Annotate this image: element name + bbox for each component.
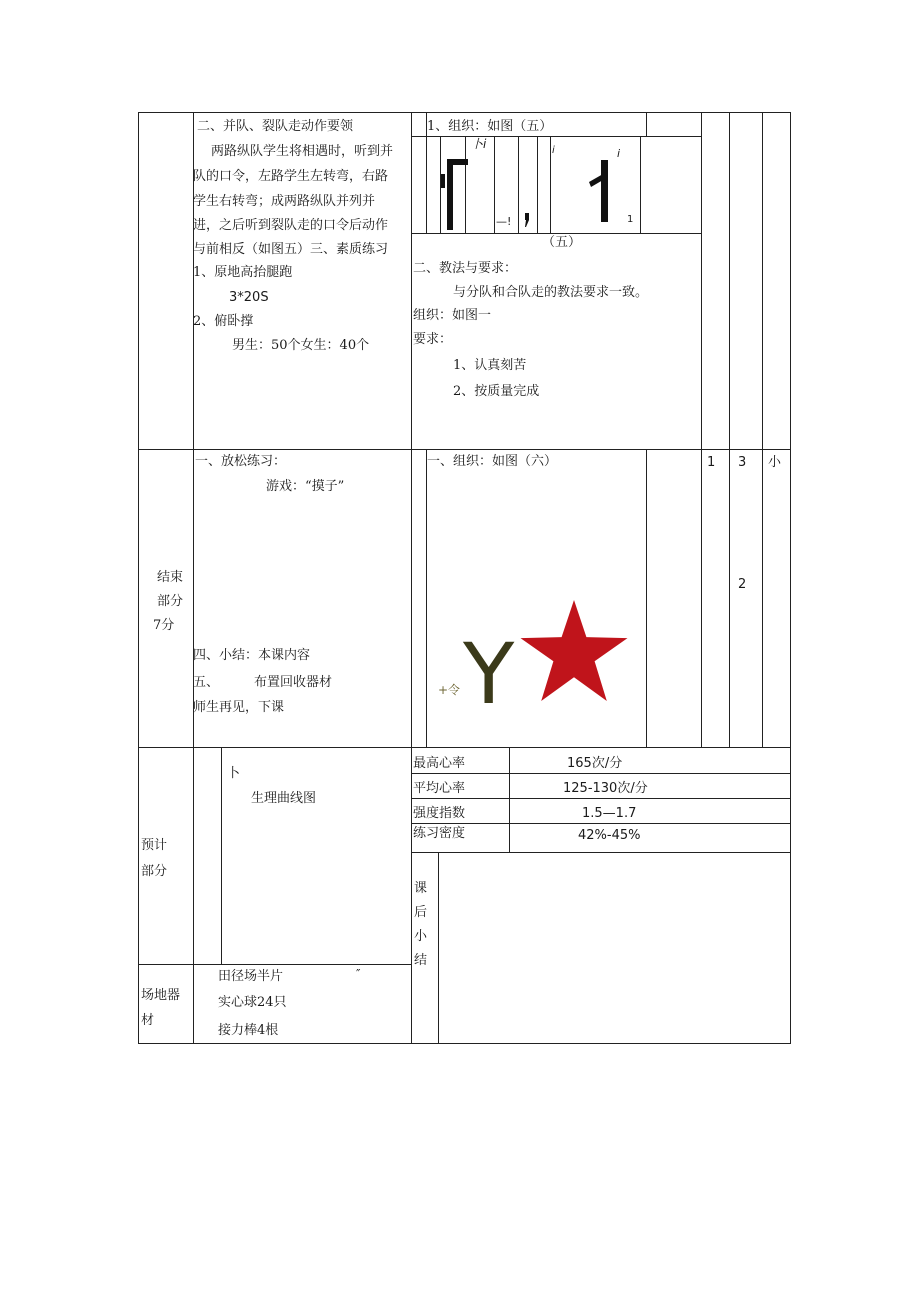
- grid-line: [438, 852, 439, 1044]
- after-class-label: 小: [414, 929, 428, 944]
- curve-label: 生理曲线图: [251, 791, 317, 806]
- after-class-label: 课: [414, 881, 428, 896]
- grid-line: [138, 747, 791, 748]
- grid-line: [411, 112, 412, 1044]
- fig-mark: —!: [496, 215, 512, 228]
- section-label: 材: [141, 1013, 155, 1028]
- metric-value: 165次/分: [567, 756, 623, 771]
- grid-line: [550, 136, 551, 233]
- grid-line: [138, 1043, 791, 1044]
- relax-heading: 一、放松练习：: [195, 454, 287, 469]
- grid-line: [509, 747, 510, 853]
- fig-mark: i: [552, 145, 555, 156]
- fig-caption: （五）: [542, 235, 582, 250]
- col-value: 3: [738, 455, 747, 470]
- formation-slash-icon: [589, 160, 611, 222]
- grid-line: [537, 136, 538, 233]
- grid-line: [790, 112, 791, 1044]
- march-line: 学生右转弯；成两路纵队并列并: [193, 194, 376, 209]
- march-heading: 二、并队、裂队走动作要领: [197, 119, 354, 134]
- exercise-reps: 3*20S: [229, 290, 269, 305]
- col-value: 1: [707, 455, 716, 470]
- grid-line: [138, 112, 139, 1044]
- game-name: 游戏：“摸子”: [266, 479, 345, 494]
- org-line: 组织：如图一: [413, 308, 492, 323]
- grid-line: [138, 449, 791, 450]
- grid-line: [412, 136, 702, 137]
- grid-line: [646, 449, 647, 747]
- formation-bracket-icon: [447, 159, 469, 230]
- fig-mark: i: [617, 147, 621, 160]
- venue-item: 接力棒4根: [218, 1023, 279, 1038]
- march-line: 进，之后听到裂队走的口令后动作: [193, 218, 389, 233]
- grid-line: [729, 112, 730, 747]
- metric-value: 1.5—1.7: [582, 806, 637, 821]
- col-value: 2: [738, 577, 747, 592]
- venue-mark: ″: [356, 967, 361, 981]
- method-heading: 二、教法与要求：: [413, 261, 518, 276]
- formation-y-icon: Y: [463, 625, 515, 723]
- requirement-item: 2、按质量完成: [453, 384, 540, 399]
- exercise-reps: 男生：50个女生：40个: [232, 338, 370, 353]
- section-label: 结束: [157, 570, 184, 585]
- summary-text: 四、小结：本课内容: [193, 648, 311, 663]
- method-text: 与分队和合队走的教法要求一致。: [453, 285, 649, 300]
- metric-label: 强度指数: [413, 806, 466, 821]
- march-line: 两路纵队学生将相遇时，听到并: [211, 144, 394, 159]
- formation-comma-icon: [524, 213, 530, 227]
- grid-line: [701, 112, 702, 747]
- grid-line: [221, 747, 222, 964]
- requirement-label: 要求：: [413, 332, 453, 347]
- org-heading: 1、组织：如图（五）: [427, 119, 553, 134]
- grid-line: [138, 964, 412, 965]
- col-value: 小: [768, 455, 782, 470]
- metric-label: 最高心率: [413, 756, 466, 771]
- exercise-item: 2、俯卧撑: [193, 314, 254, 329]
- metric-label: 平均心率: [413, 781, 466, 796]
- section-label: 部分: [141, 864, 168, 879]
- section-label: 场地器: [141, 988, 181, 1003]
- march-line: 队的口令，左路学生左转弯，右路: [193, 169, 389, 184]
- grid-line: [640, 136, 641, 233]
- section-label: 部分: [157, 594, 184, 609]
- exercise-item: 1、原地高抬腿跑: [193, 265, 293, 280]
- metric-value: 42%-45%: [578, 828, 641, 843]
- star-icon: [520, 600, 628, 702]
- farewell-text: 师生再见，下课: [193, 700, 285, 715]
- section-label: 7分: [153, 618, 175, 633]
- grid-line: [412, 798, 791, 799]
- equipment-return-text: 布置回收器材: [254, 675, 333, 690]
- formation-dash-icon: [441, 174, 445, 188]
- section-label: 预计: [141, 838, 168, 853]
- grid-line: [494, 136, 495, 233]
- org-heading: 一、组织：如图（六）: [427, 454, 558, 469]
- grid-line: [138, 112, 791, 113]
- grid-line: [646, 112, 647, 136]
- grid-line: [518, 136, 519, 233]
- after-class-label: 后: [414, 905, 428, 920]
- grid-line: [762, 112, 763, 747]
- requirement-item: 1、认真刻苦: [453, 358, 527, 373]
- after-class-label: 结: [414, 953, 428, 968]
- curve-mark: 卜: [227, 766, 241, 781]
- fig-mark: 1: [627, 214, 634, 225]
- metric-label: 练习密度: [413, 826, 466, 841]
- grid-line: [412, 823, 791, 824]
- march-line: 与前相反（如图五）三、素质练习: [193, 242, 389, 257]
- grid-line: [412, 852, 791, 853]
- venue-item: 田径场半片: [218, 969, 284, 984]
- fig-prefix: +令: [438, 683, 461, 697]
- grid-line: [426, 449, 427, 747]
- fig-mark: 卜i: [471, 137, 487, 151]
- venue-item: 实心球24只: [218, 995, 287, 1010]
- equipment-return-number: 五、: [193, 675, 220, 690]
- grid-line: [412, 233, 702, 234]
- metric-value: 125-130次/分: [563, 781, 648, 796]
- grid-line: [412, 773, 791, 774]
